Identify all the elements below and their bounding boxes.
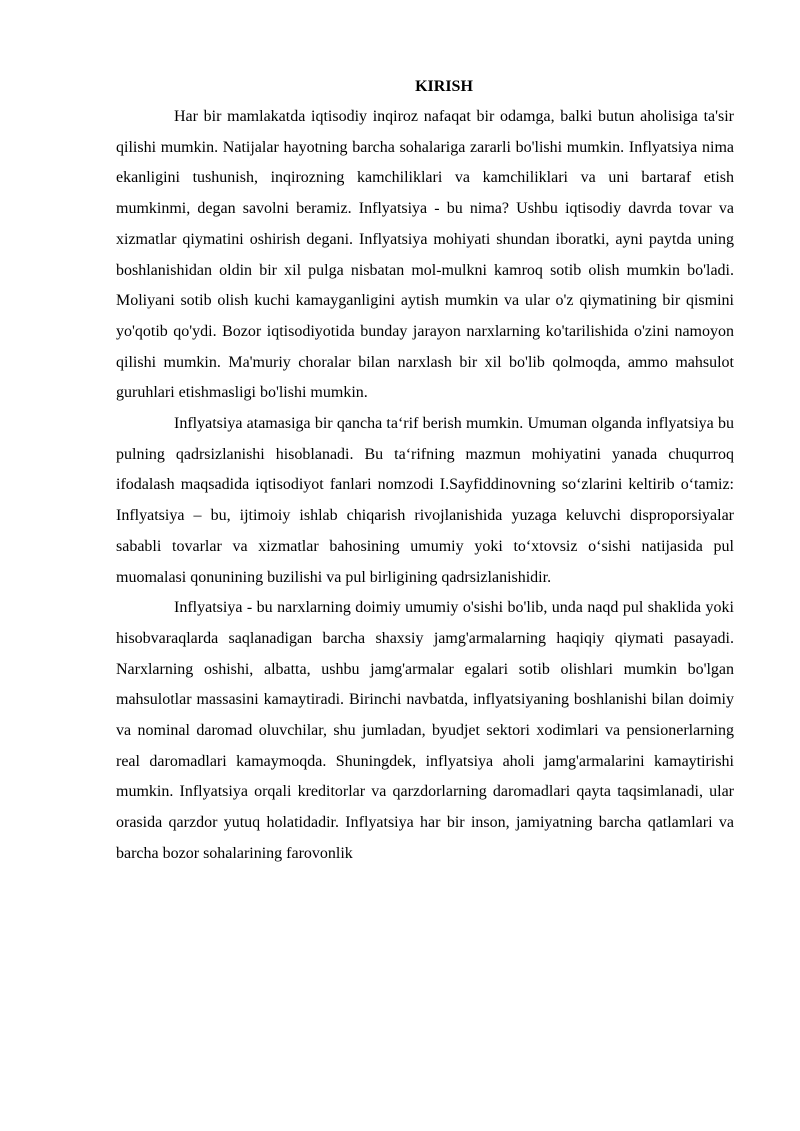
paragraph-1: Har bir mamlakatda iqtisodiy inqiroz nafaqat bir odamga, balki butun aholisiga ta'sir qilishi mumkin. Natijalar hayotning barcha sohalariga zararli bo'lishi mumkin. Inflyatsiya nima ekanligini tushunish, inqirozning kamchiliklari va kamchiliklari va uni bartaraf etish mumkinmi, degan savolni beramiz. Inflyatsiya - bu nima? Ushbu iqtisodiy davrda tovar va xizmatlar qiymatini oshirish degani. Inflyatsiya mohiyati shundan iboratki, ayni paytda uning boshlanishidan oldin bir xil pulga nisbatan mol-mulkni kamroq sotib olish mumkin bo'ladi. Moliyani sotib olish kuchi kamayganligini aytish mumkin va ular o'z qiymatining bir qismini yo'qotib qo'ydi. Bozor iqtisodiyotida bunday jarayon narxlarning ko'tarilishida o'zini namoyon qilishi mumkin. Ma'muriy choralar bilan narxlash bir xil bo'lib qolmoqda, ammo mahsulot guruhlari etishmasligi bo'lishi mumkin. [116,108,734,402]
document-page [116,74,758,870]
paragraph-2: Inflyatsiya atamasiga bir qancha ta‘rif berish mumkin. Umuman olganda inflyatsiya bu pulning qadrsizlanishi hisoblanadi. Bu ta‘rifning mazmun mohiyatini yanada chuqurroq ifodalash maqsadida iqtisodiyot fanlari nomzodi I.Sayfiddinovning so‘zlarini keltirib o‘tamiz: Inflyatsiya – bu, ijtimoiy ishlab chiqarish rivojlanishida yuzaga keluvchi disproporsiyalar sababli tovarlar va xizmatlar bahosining umumiy yoki to‘xtovsiz o‘sishi natijasida pul muomalasi qonunining buzilishi va pul birligining qadrsizlanishidir. [116,415,758,586]
section-title: KIRISH [415,78,473,95]
paragraph-3: Inflyatsiya - bu narxlarning doimiy umumiy o'sishi bo'lib, unda naqd pul shaklida yoki hisobvaraqlarda saqlanadigan barcha shaxsiy jamg'armalarning haqiqiy qiymati pasayadi. Narxlarning oshishi, albatta, ushbu jamg'armalar egalari sotib olishlari mumkin bo'lgan mahsulotlar massasini kamaytiradi. Birinchi navbatda, inflyatsiyaning boshlanishi bilan doimiy va nominal daromad oluvchilar, shu jumladan, byudjet sektori xodimlari va pensionerlarning real daromadlari kamaymoqda. Shuningdek, inflyatsiya aholi jamg'armalarini kamaytirishi mumkin. Inflyatsiya orqali kreditorlar va qarzdorlarning daromadlari qayta taqsimlanadi, ular orasida qarzdor yutuq holatidadir. Inflyatsiya har bir inson, jamiyatning barcha qatlamlari va barcha bozor sohalarining farovonlik [116,599,734,862]
